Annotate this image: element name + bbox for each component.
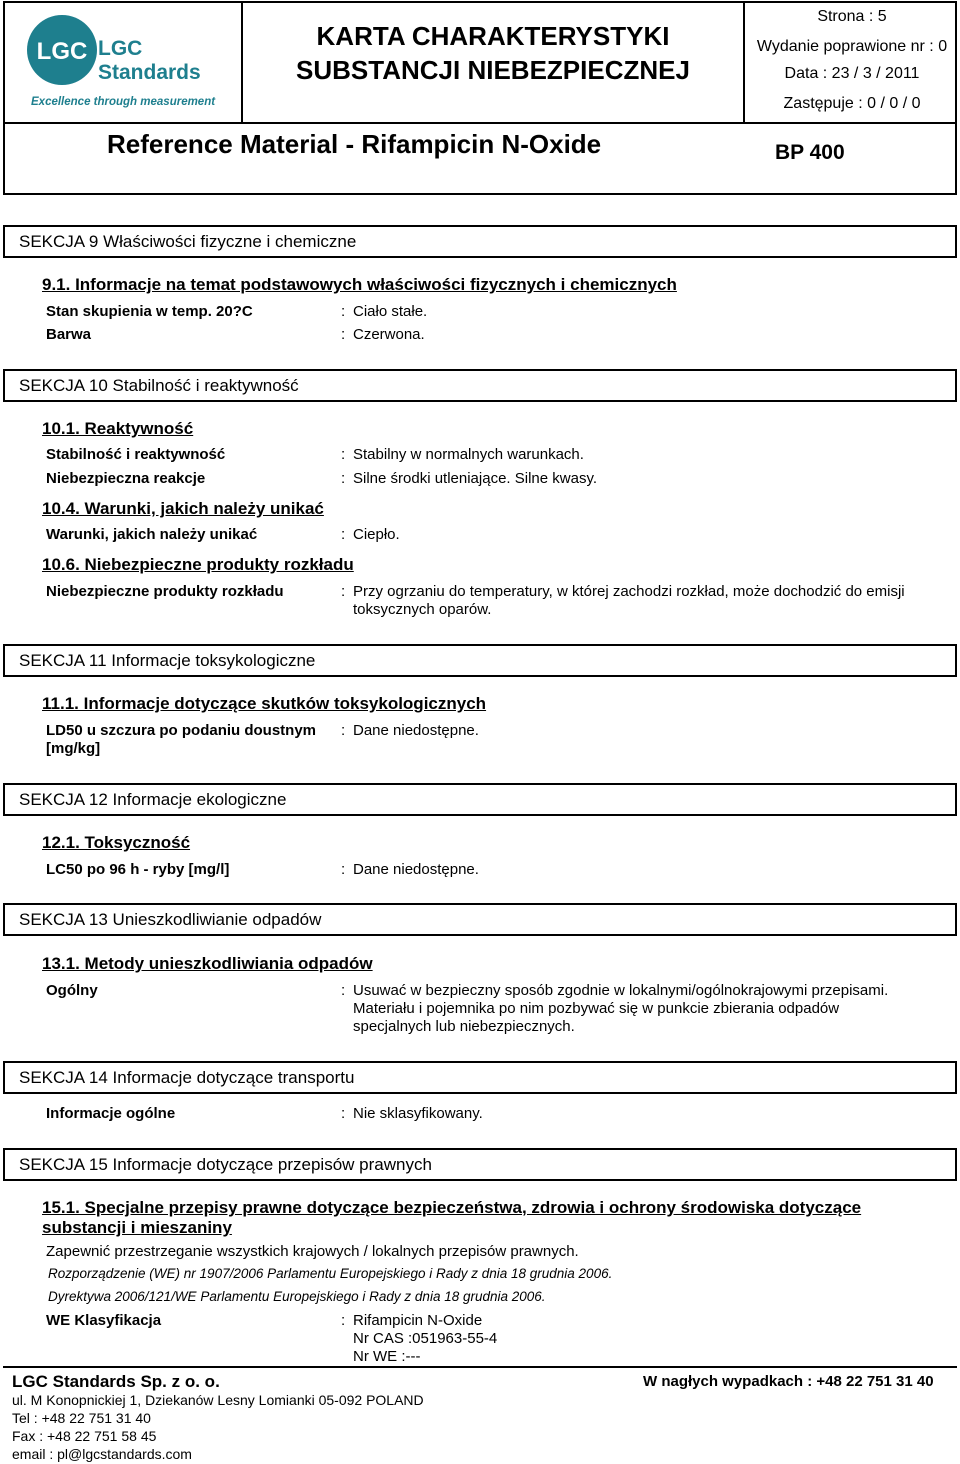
field-value-cont: Nr CAS :051963-55-4 <box>353 1330 498 1347</box>
field-colon: : <box>341 446 346 463</box>
logo-tagline: Excellence through measurement <box>31 96 216 108</box>
section-15-header: SEKCJA 15 Informacje dotyczące przepisów prawnych <box>3 1148 957 1181</box>
page-number: Strona : 5 <box>817 8 887 25</box>
field-value: Usuwać w bezpieczny sposób zgodnie w lokalnymi/ogólnokrajowymi przepisami. <box>353 982 889 999</box>
subsection-10-4: 10.4. Warunki, jakich należy unikać <box>42 499 324 518</box>
doc-title-line2: SUBSTANCJI NIEBEZPIECZNEJ <box>296 55 690 85</box>
field-label: LC50 po 96 h - ryby [mg/l] <box>46 861 230 878</box>
field-label: Stan skupienia w temp. 20?C <box>46 303 253 320</box>
field-value: Stabilny w normalnych warunkach. <box>353 446 584 463</box>
svg-text:LGC: LGC <box>36 38 88 65</box>
subsection-9-1: 9.1. Informacje na temat podstawowych właściwości fizycznych i chemicznych <box>42 275 677 294</box>
subsection-10-1: 10.1. Reaktywność <box>42 419 194 438</box>
footer-address: ul. M Konopnickiej 1, Dziekanów Lesny Lomianki 05-092 POLAND <box>12 1392 424 1408</box>
field-colon: : <box>341 526 346 543</box>
field-label: Barwa <box>46 326 92 343</box>
field-value: Dane niedostępne. <box>353 861 479 878</box>
field-value-cont: Materiału i pojemnika po nim pozbywać się w punkcie zbierania odpadów <box>353 1000 840 1017</box>
field-colon: : <box>341 470 346 487</box>
section-11-header: SEKCJA 11 Informacje toksykologiczne <box>3 644 957 677</box>
field-label: LD50 u szczura po podaniu doustnym <box>46 722 317 739</box>
field-label-cont: [mg/kg] <box>46 740 101 757</box>
field-value: Silne środki utleniające. Silne kwasy. <box>353 470 598 487</box>
field-colon: : <box>341 303 346 320</box>
subsection-12-1: 12.1. Toksyczność <box>42 833 191 852</box>
doc-title-line1: KARTA CHARAKTERYSTYKI <box>316 21 670 51</box>
revision-number: Wydanie poprawione nr : 0 <box>756 38 948 55</box>
field-label: WE Klasyfikacja <box>46 1312 162 1329</box>
footer-emergency-phone: W nagłych wypadkach : +48 22 751 31 40 <box>643 1373 934 1390</box>
field-value: Ciało stałe. <box>353 303 428 320</box>
field-value-cont: toksycznych oparów. <box>353 601 492 618</box>
regulation-text: Zapewnić przestrzeganie wszystkich krajowych / lokalnych przepisów prawnych. <box>46 1243 579 1260</box>
product-name: Reference Material - Rifampicin N-Oxide <box>107 129 602 159</box>
footer-company: LGC Standards Sp. z o. o. <box>12 1372 220 1391</box>
revision-date: Data : 23 / 3 / 2011 <box>784 65 920 82</box>
replaces: Zastępuje : 0 / 0 / 0 <box>783 95 921 112</box>
subsection-13-1: 13.1. Metody unieszkodliwiania odpadów <box>42 954 373 973</box>
subsection-15-1: 15.1. Specjalne przepisy prawne dotyczące bezpieczeństwa, zdrowia i ochrony środowiska dotyczące <box>42 1198 862 1217</box>
field-label: Niebezpieczna reakcje <box>46 470 206 487</box>
logo-cell <box>5 3 243 124</box>
document-header <box>3 1 957 195</box>
subsection-11-1: 11.1. Informacje dotyczące skutków toksykologicznych <box>42 694 487 713</box>
section-10-header: SEKCJA 10 Stabilność i reaktywność <box>3 369 957 402</box>
field-value: Dane niedostępne. <box>353 722 479 739</box>
field-colon: : <box>341 861 346 878</box>
subsection-10-6: 10.6. Niebezpieczne produkty rozkładu <box>42 555 354 574</box>
logo-wordmark: LGC Standards <box>98 37 201 84</box>
field-label: Ogólny <box>46 982 98 999</box>
product-code: BP 400 <box>775 141 845 164</box>
field-label: Informacje ogólne <box>46 1105 176 1122</box>
footer-email: email : pl@lgcstandards.com <box>12 1446 192 1462</box>
field-colon: : <box>341 722 346 739</box>
meta-cell <box>743 3 957 124</box>
section-13-header: SEKCJA 13 Unieszkodliwianie odpadów <box>3 903 957 936</box>
footer-tel: Tel : +48 22 751 31 40 <box>12 1410 151 1426</box>
field-value: Nie sklasyfikowany. <box>353 1105 483 1122</box>
regulation-reference: Rozporządzenie (WE) nr 1907/2006 Parlamentu Europejskiego i Rady z dnia 18 grudnia 2006. <box>48 1266 613 1281</box>
field-value-cont: specjalnych lub niebezpiecznych. <box>353 1018 575 1035</box>
field-colon: : <box>341 1312 346 1329</box>
field-value: Ciepło. <box>353 526 400 543</box>
field-value: Rifampicin N-Oxide <box>353 1312 483 1329</box>
field-value: Czerwona. <box>353 326 425 343</box>
section-12-header: SEKCJA 12 Informacje ekologiczne <box>3 783 957 816</box>
section-14-header: SEKCJA 14 Informacje dotyczące transportu <box>3 1061 957 1094</box>
field-label: Stabilność i reaktywność <box>46 446 226 463</box>
field-colon: : <box>341 326 346 343</box>
title-cell <box>243 3 743 124</box>
field-value-cont: Nr WE :--- <box>353 1348 421 1365</box>
field-value: Przy ogrzaniu do temperatury, w której zachodzi rozkład, może dochodzić do emisji <box>353 583 905 600</box>
field-label: Warunki, jakich należy unikać <box>46 526 258 543</box>
field-colon: : <box>341 982 346 999</box>
field-colon: : <box>341 1105 346 1122</box>
field-label: Niebezpieczne produkty rozkładu <box>46 583 284 600</box>
field-colon: : <box>341 583 346 600</box>
footer-fax: Fax : +48 22 751 58 45 <box>12 1428 157 1444</box>
section-9-header: SEKCJA 9 Właściwości fizyczne i chemiczne <box>3 225 957 258</box>
subsection-15-1-cont: substancji i mieszaniny <box>42 1218 232 1237</box>
regulation-reference: Dyrektywa 2006/121/WE Parlamentu Europejskiego i Rady z dnia 18 grudnia 2006. <box>48 1289 546 1304</box>
footer-divider <box>3 1366 957 1368</box>
